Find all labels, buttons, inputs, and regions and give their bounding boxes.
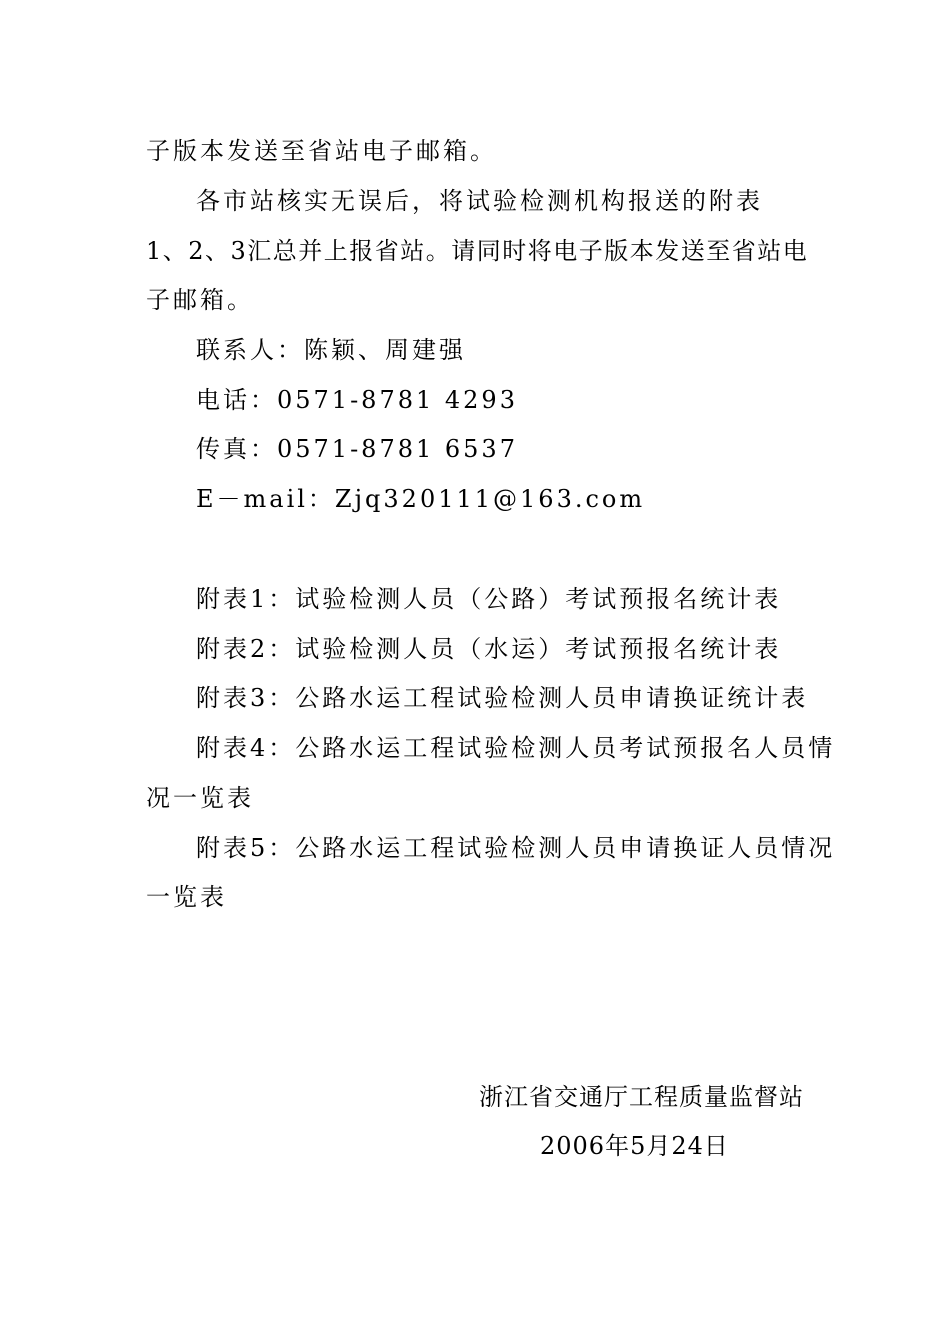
- contact-fax: 传真：0571-8781 6537: [196, 435, 518, 463]
- contact-email: E－mail：Zjq320111@163.com: [196, 485, 646, 513]
- paragraph-1-line-1: 子版本发送至省站电子邮箱。: [146, 137, 497, 165]
- attachment-2: 附表2：试验检测人员（水运）考试预报名统计表: [196, 635, 782, 663]
- attachment-4-line-2: 况一览表: [146, 784, 254, 812]
- attachment-4-line-1: 附表4：公路水运工程试验检测人员考试预报名人员情: [196, 734, 836, 762]
- paragraph-2-line-2: 1、2、3汇总并上报省站。请同时将电子版本发送至省站电: [146, 237, 809, 265]
- signature-date: 2006年5月24日: [540, 1132, 729, 1160]
- paragraph-2-line-3: 子邮箱。: [146, 286, 254, 314]
- attachment-5-line-1: 附表5：公路水运工程试验检测人员申请换证人员情况: [196, 834, 836, 862]
- attachment-3: 附表3：公路水运工程试验检测人员申请换证统计表: [196, 684, 809, 712]
- contact-person: 联系人：陈颖、周建强: [196, 336, 466, 364]
- attachment-1: 附表1：试验检测人员（公路）考试预报名统计表: [196, 585, 782, 613]
- contact-phone: 电话：0571-8781 4293: [196, 386, 518, 414]
- paragraph-2-line-1: 各市站核实无误后，将试验检测机构报送的附表: [196, 187, 763, 215]
- attachment-5-line-2: 一览表: [146, 883, 227, 911]
- signature-org: 浙江省交通厅工程质量监督站: [479, 1083, 804, 1111]
